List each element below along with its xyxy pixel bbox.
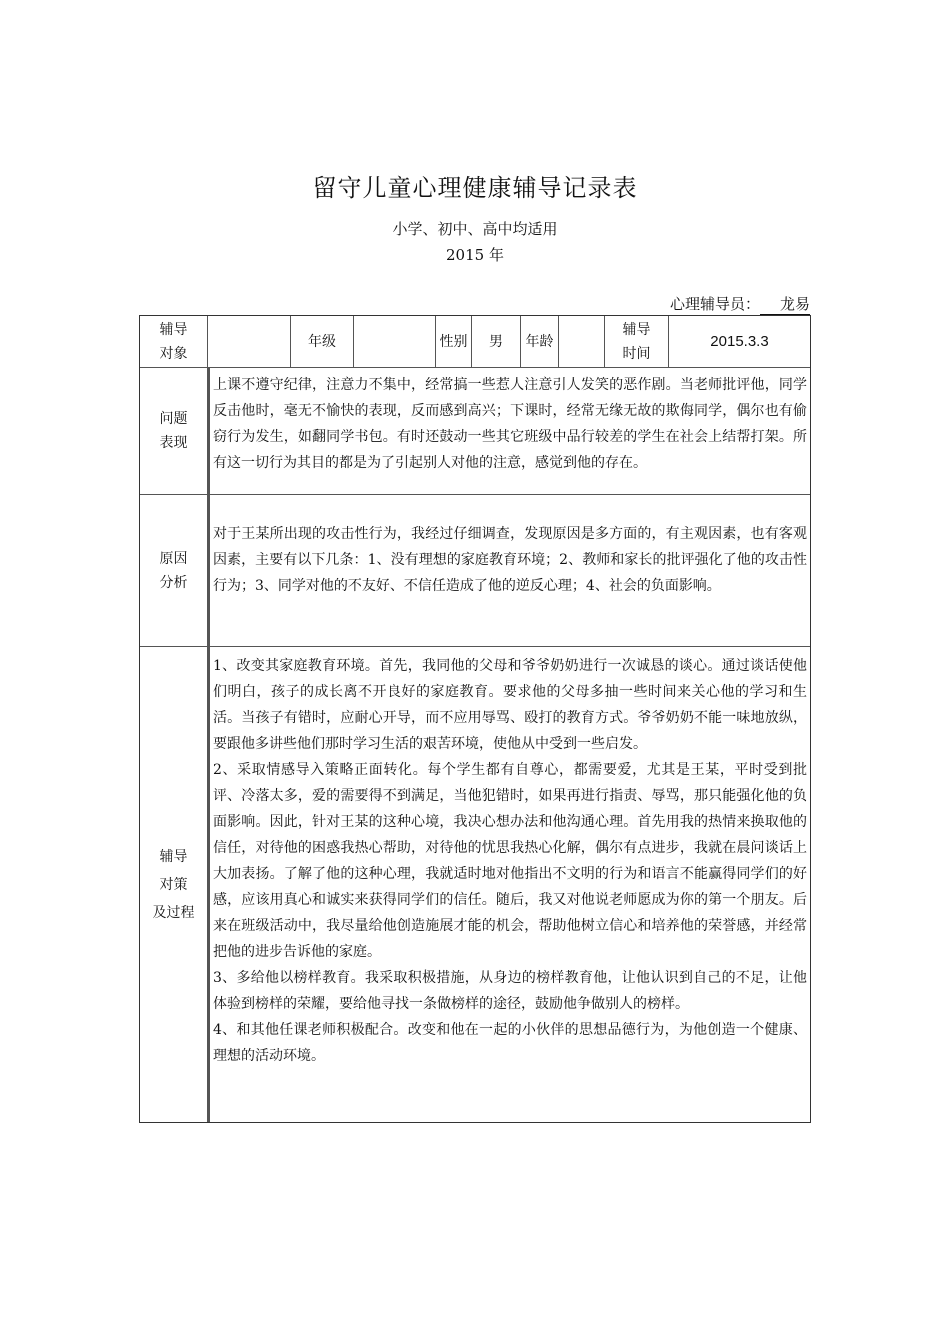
- page-year: 2015 年: [446, 246, 504, 264]
- page-subtitle: 小学、初中、高中均适用: [392, 220, 558, 238]
- grade-label: 年级: [291, 316, 354, 367]
- strategy-paragraph-2: 2、采取情感导入策略正面转化。每个学生都有自尊心，都需要爱，尤其是王某，平时受到批评、冷落太多，爱的需要得不到满足，当他犯错时，如果再进行指责、辱骂，那只能强化他的负面影响。因此，针对王某的这种心境，我决心想办法和他沟通心理。首先用我的热情来换取他的信任，对待他的困惑我热心帮助，对待他的忧思我热心化解，偶尔有点进步，我就在晨问谈话上大加表扬。了解了他的这种心理，我就适时地对他指出不文明的行为和语言不能赢得同学们的好感，应该用真心和诚实来获得同学们的信任。随后，我又对他说老师愿成为你的第一个朋友。后来在班级活动中，我尽量给他创造施展才能的机会，帮助他树立信心和培养他的荣誉感，并经常把他的进步告诉他的家庭。: [213, 762, 807, 960]
- cause-label: 原因 分析: [140, 495, 208, 646]
- cause-paragraph: 对于王某所出现的攻击性行为，我经过仔细调查，发现原因是多方面的，有主观因素，也有客观因素，主要有以下几条：1、没有理想的家庭教育环境；2、教师和家长的批评强化了他的攻击性行为；3、同学对他的不友好、不信任造成了他的逆反心理；4、社会的负面影响。: [213, 526, 807, 594]
- page-title: 留守儿童心理健康辅导记录表: [312, 174, 638, 202]
- age-label: 年龄: [521, 316, 559, 367]
- target-value[interactable]: [208, 316, 291, 367]
- problem-label: 问题 表现: [140, 368, 208, 494]
- cause-text: [208, 495, 810, 646]
- info-row: [140, 316, 810, 368]
- strategy-paragraph-3: 3、多给他以榜样教育。我采取积极措施，从身边的榜样教育他，让他认识到自己的不足，让他体验到榜样的荣耀，要给他寻找一条做榜样的途径，鼓励他争做别人的榜样。: [213, 970, 807, 1012]
- strategy-text: [208, 647, 810, 1122]
- gender-value[interactable]: 男: [472, 316, 521, 367]
- strategy-paragraph-1: 1、改变其家庭教育环境。首先，我同他的父母和爷爷奶奶进行一次诚恳的谈心。通过谈话使他们明白，孩子的成长离不开良好的家庭教育。要求他的父母多抽一些时间来关心他的学习和生活。当孩子有错时，应耐心开导，而不应用辱骂、殴打的教育方式。爷爷奶奶不能一味地放纵，要跟他多讲些他们那时学习生活的艰苦环境，使他从中受到一些启发。: [213, 658, 807, 752]
- time-value[interactable]: 2015.3.3: [710, 332, 769, 350]
- problem-text: [208, 368, 810, 494]
- counselor-name: 龙易: [760, 293, 810, 315]
- problem-paragraph: 上课不遵守纪律，注意力不集中，经常搞一些惹人注意引人发笑的恶作剧。当老师批评他，同学反击他时，毫无不愉快的表现，反而感到高兴；下课时，经常无缘无故的欺侮同学，偶尔也有偷窃行为发生，如翻同学书包。有时还鼓动一些其它班级中品行较差的学生在社会上结帮打架。所有这一切行为其目的都是为了引起别人对他的注意，感觉到他的存在。: [213, 377, 807, 471]
- cause-row: [140, 495, 810, 647]
- counselor-line: [670, 293, 810, 315]
- problem-row: [140, 368, 810, 495]
- strategy-label: 辅导 对策 及过程: [140, 647, 208, 1122]
- strategy-paragraph-4: 4、和其他任课老师积极配合。改变和他在一起的小伙伴的思想品德行为，为他创造一个健康、理想的活动环境。: [213, 1022, 807, 1064]
- target-label: 辅导 对象: [140, 316, 208, 367]
- time-label: 辅导 时间: [605, 316, 669, 367]
- age-value[interactable]: [559, 316, 605, 367]
- gender-label: 性别: [436, 316, 472, 367]
- counselor-label: 心理辅导员：: [669, 295, 760, 313]
- record-table: [139, 315, 811, 1123]
- strategy-row: [140, 647, 810, 1122]
- grade-value[interactable]: [354, 316, 436, 367]
